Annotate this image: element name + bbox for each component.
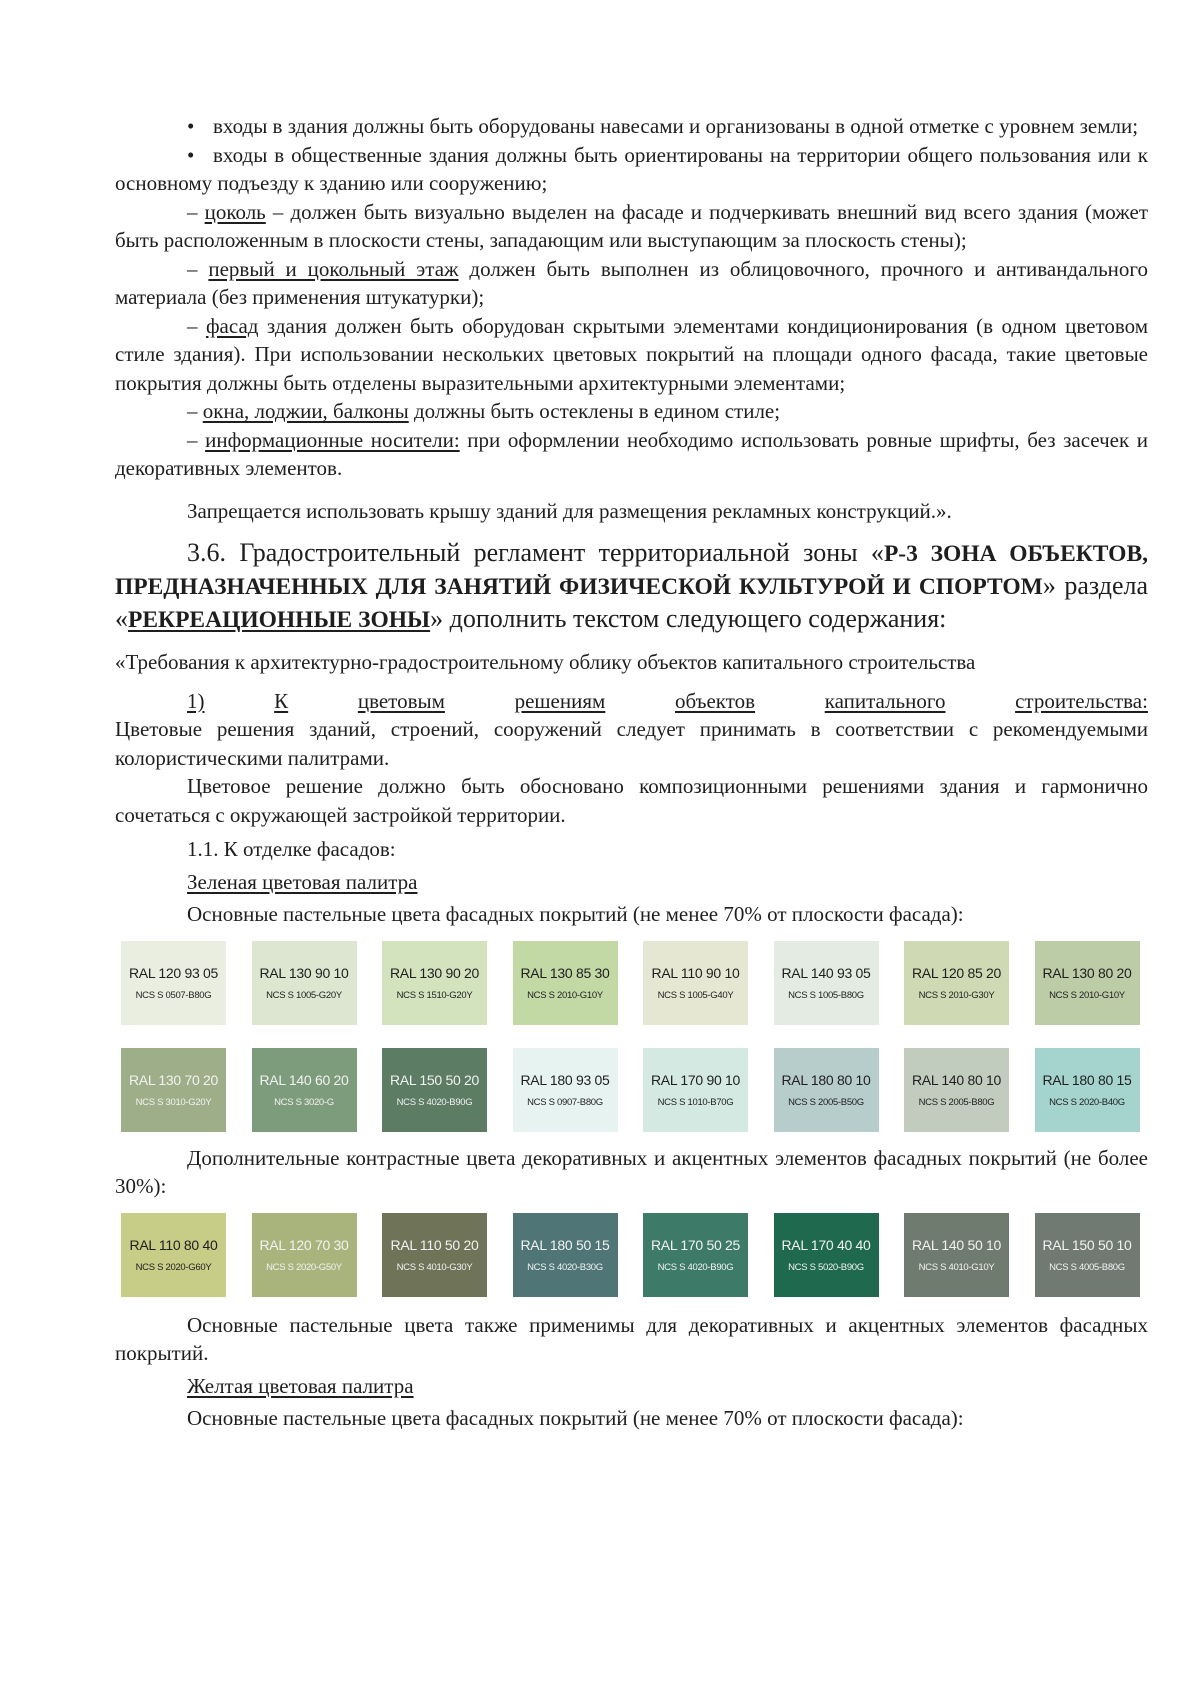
bullet-item: • входы в здания должны быть оборудованы навесами и организованы в одной отметке с уровнем земли; <box>115 112 1148 141</box>
item-1-heading: 1) К цветовым решениям объектов капитального строительства: <box>187 688 1148 713</box>
ral-code: RAL 170 50 25 <box>651 1236 740 1253</box>
dash-list <box>115 198 1148 483</box>
dash-item: – информационные носители: при оформлении необходимо использовать ровные шрифты, без засечек и декоративных элементов. <box>115 427 1148 480</box>
ral-code: RAL 150 50 10 <box>1042 1236 1132 1253</box>
ncs-code: NCS S 2005-B50G <box>788 1096 864 1108</box>
dash-item-term: цоколь <box>204 199 266 224</box>
dash-item-text: – должен быть визуально выделен на фасаде и подчеркивать внешний вид всего здания (может быть расположенным в плоскости стены, западающим или выступающим за плоскость стены); <box>115 199 1149 252</box>
prohibition-paragraph: Запрещается использовать крышу зданий для размещения рекламных конструкций.». <box>187 498 952 523</box>
dash-item-text: должны быть остеклены в едином стиле; <box>408 399 781 423</box>
dash-item-text: здания должен быть оборудован скрытыми элементами кондиционирования (в одном цветовом стиле здания). При использовании нескольких цветовых покрытий на площади одного фасада, такие цветовые покрытия должны быть отделены выразительными архитектурными элементами; <box>115 313 1149 395</box>
ncs-code: NCS S 1005-G20Y <box>266 989 342 1001</box>
requirements-title: «Требования к архитектурно-градостроительному облику объектов капитального строительства <box>115 650 976 674</box>
ral-code: RAL 180 80 10 <box>781 1071 871 1088</box>
green-main-palette <box>121 941 1148 1132</box>
bullet-icon: • <box>187 142 195 167</box>
ral-code: RAL 130 70 20 <box>129 1071 218 1088</box>
color-swatch <box>1035 1213 1140 1297</box>
ncs-code: NCS S 4020-B30G <box>527 1261 603 1273</box>
ncs-code: NCS S 0907-B80G <box>527 1096 603 1108</box>
dash-item: – первый и цокольный этаж должен быть выполнен из облицовочного, прочного и антивандального материала (без применения штукатурки); <box>115 256 1149 309</box>
ral-code: RAL 120 70 30 <box>259 1236 349 1253</box>
dash-item: – цоколь – должен быть визуально выделен на фасаде и подчеркивать внешний вид всего здания (может быть расположенным в плоскости стены, западающим или выступающим за плоскость стены); <box>115 199 1149 252</box>
ral-code: RAL 110 80 40 <box>129 1236 218 1253</box>
main-colors-text: Основные пастельные цвета фасадных покрытий (не менее 70% от плоскости фасада): <box>187 902 964 926</box>
color-swatch <box>513 941 618 1025</box>
ncs-code: NCS S 1005-G40Y <box>657 989 734 1001</box>
dash-item-text: должен быть выполнен из облицовочного, прочного и антивандального материала (без применения штукатурки); <box>115 256 1149 309</box>
ncs-code: NCS S 2020-B40G <box>1049 1096 1125 1108</box>
color-swatch <box>382 1213 487 1297</box>
section-name: РЕКРЕАЦИОННЫЕ ЗОНЫ <box>128 607 431 633</box>
ncs-code: NCS S 2005-B80G <box>918 1096 995 1108</box>
bullet-icon: • <box>187 114 195 138</box>
ral-code: RAL 170 90 10 <box>651 1071 740 1088</box>
color-justification: Цветовое решение должно быть обосновано композиционными решениями здания и гармонично сочетаться с окружающей застройкой территории. <box>115 774 1148 827</box>
ral-code: RAL 130 85 30 <box>520 964 610 981</box>
color-swatch <box>643 1213 748 1297</box>
ncs-code: NCS S 2010-G10Y <box>527 989 603 1001</box>
ral-code: RAL 130 80 20 <box>1042 964 1132 981</box>
ncs-code: NCS S 0507-B80G <box>135 989 212 1001</box>
green-palette-title: Зеленая цветовая палитра <box>187 869 418 894</box>
ncs-code: NCS S 4010-G30Y <box>396 1261 473 1273</box>
ral-code: RAL 140 93 05 <box>781 964 871 981</box>
ral-code: RAL 180 50 15 <box>520 1236 610 1253</box>
ncs-code: NCS S 2020-G50Y <box>266 1261 342 1273</box>
ncs-code: NCS S 3020-G <box>274 1096 334 1108</box>
dash-item-term: первый и цокольный этаж <box>208 256 459 281</box>
dash-item-term: информационные носители: <box>205 427 460 452</box>
color-swatch <box>904 1048 1009 1132</box>
dash-item-text: при оформлении необходимо использовать ровные шрифты, без засечек и декоративных элементов. <box>115 427 1148 480</box>
ncs-code: NCS S 1510-G20Y <box>396 989 473 1001</box>
ncs-code: NCS S 5020-B90G <box>788 1261 864 1273</box>
ncs-code: NCS S 4010-G10Y <box>918 1261 995 1273</box>
color-swatch <box>121 1048 226 1132</box>
ral-code: RAL 130 90 20 <box>390 964 479 981</box>
yellow-main-colors-text: Основные пастельные цвета фасадных покрытий (не менее 70% от плоскости фасада): <box>187 1406 964 1430</box>
dash-item-term: фасад <box>205 313 259 338</box>
color-swatch <box>1035 941 1140 1025</box>
ral-code: RAL 150 50 20 <box>390 1071 479 1088</box>
color-swatch <box>774 1048 879 1132</box>
ncs-code: NCS S 4020-B90G <box>396 1096 473 1108</box>
color-swatch <box>121 1213 226 1297</box>
bullet-list <box>115 112 1148 198</box>
color-swatch <box>904 941 1009 1025</box>
ral-code: RAL 140 80 10 <box>912 1071 1001 1088</box>
ral-code: RAL 120 93 05 <box>129 964 218 981</box>
color-swatch <box>513 1213 618 1297</box>
ncs-code: NCS S 4005-B80G <box>1049 1261 1125 1273</box>
color-swatch <box>774 1213 879 1297</box>
color-swatch <box>382 1048 487 1132</box>
color-swatch <box>382 941 487 1025</box>
color-swatch <box>643 941 748 1025</box>
also-applicable-text: Основные пастельные цвета также применимы для декоративных и акцентных элементов фасадных покрытий. <box>115 1312 1148 1365</box>
dash-item: – фасад здания должен быть оборудован скрытыми элементами кондиционирования (в одном цветовом стиле здания). При использовании нескольких цветовых покрытий на площади одного фасада, такие цветовые покрытия должны быть отделены выразительными архитектурными элементами; <box>115 313 1149 395</box>
color-swatch <box>252 1213 357 1297</box>
ral-code: RAL 130 90 10 <box>259 964 349 981</box>
ncs-code: NCS S 1010-B70G <box>657 1096 734 1108</box>
ral-code: RAL 170 40 40 <box>781 1236 871 1253</box>
ral-code: RAL 140 50 10 <box>912 1236 1001 1253</box>
yellow-palette-title: Желтая цветовая палитра <box>187 1373 414 1398</box>
zone-name: Р-3 ЗОНА ОБЪЕКТОВ, ПРЕДНАЗНАЧЕННЫХ ДЛЯ ЗАНЯТИЙ ФИЗИЧЕСКОЙ КУЛЬТУРОЙ И СПОРТОМ <box>115 541 1149 600</box>
ral-code: RAL 110 90 10 <box>651 964 740 981</box>
ncs-code: NCS S 2010-G30Y <box>918 989 995 1001</box>
color-swatch <box>121 941 226 1025</box>
color-swatch <box>252 1048 357 1132</box>
ral-code: RAL 110 50 20 <box>390 1236 479 1253</box>
ral-code: RAL 120 85 20 <box>912 964 1001 981</box>
ncs-code: NCS S 3010-G20Y <box>135 1096 212 1108</box>
bullet-item: • входы в общественные здания должны быть ориентированы на территории общего пользования или к основному подъезду к зданию или сооружению; <box>115 142 1148 195</box>
dash-item: – окна, лоджии, балконы должны быть остеклены в едином стиле; <box>187 399 781 423</box>
color-swatch <box>1035 1048 1140 1132</box>
color-swatch <box>904 1213 1009 1297</box>
color-swatch <box>252 941 357 1025</box>
ncs-code: NCS S 4020-B90G <box>657 1261 734 1273</box>
color-swatch <box>774 941 879 1025</box>
contrast-colors-text: Дополнительные контрастные цвета декоративных и акцентных элементов фасадных покрытий (не более 30%): <box>115 1145 1148 1198</box>
ral-code: RAL 180 93 05 <box>520 1071 610 1088</box>
ncs-code: NCS S 2020-G60Y <box>135 1261 212 1273</box>
subsection-1-1: 1.1. К отделке фасадов: <box>187 837 396 861</box>
section-heading: 3.6. Градостроительный регламент территориальной зоны «Р-3 ЗОНА ОБЪЕКТОВ, ПРЕДНАЗНАЧЕННЫХ ДЛЯ ЗАНЯТИЙ ФИЗИЧЕСКОЙ КУЛЬТУРОЙ И СПОРТОМ» раздела «РЕКРЕАЦИОННЫЕ ЗОНЫ» дополнить текстом следующего содержания: <box>115 538 1149 633</box>
dash-item-term: окна, лоджии, балконы <box>202 399 409 423</box>
ral-code: RAL 180 80 15 <box>1042 1071 1132 1088</box>
item-1-text: Цветовые решения зданий, строений, сооружений следует принимать в соответствии с рекомендуемыми колористическими палитрами. <box>115 717 1148 770</box>
ral-code: RAL 140 60 20 <box>259 1071 349 1088</box>
color-swatch <box>643 1048 748 1132</box>
green-contrast-palette <box>121 1213 1148 1297</box>
color-swatch <box>513 1048 618 1132</box>
ncs-code: NCS S 2010-G10Y <box>1049 989 1125 1001</box>
ncs-code: NCS S 1005-B80G <box>788 989 864 1001</box>
